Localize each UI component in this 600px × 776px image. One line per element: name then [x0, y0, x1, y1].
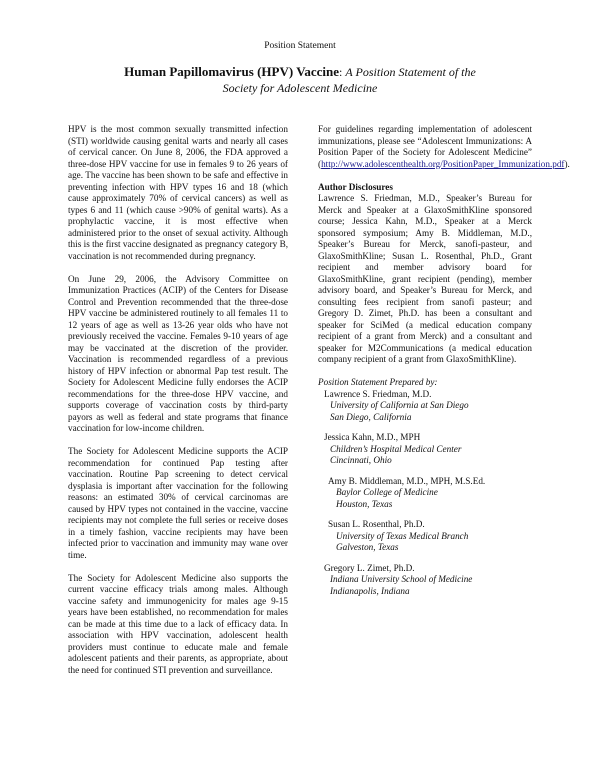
guidelines-text: For guidelines regarding implementation of adolescent immunizations, please see “Adolescent Immunizations: A Position Paper of the Society for Adolescent Medicine” ( [318, 124, 532, 169]
author-name: Gregory L. Zimet, Ph.D. [324, 562, 415, 573]
guidelines-end: ). [564, 158, 570, 169]
left-column [68, 124, 288, 688]
document-subtitle-part2: Society for Adolescent Medicine [222, 81, 378, 95]
disclosures-heading: Author Disclosures [318, 181, 393, 192]
paragraph-acip-recommendation: On June 29, 2006, the Advisory Committee on Immunization Practices (ACIP) of the Centers for Disease Control and Prevention recommended that the three-dose HPV vaccine be administered routinely to all females 11 to 12 years of age as well as 13-26 year olds who have not previously received the vaccine. Females 9-10 years of age may be vaccinated at the discretion of the provider. Vaccination is recommended regardless of a previous history of HPV infection or abnormal Pap test result. The Society for Adolescent Medicine fully endorses the ACIP recommendations for the three-dose HPV vaccine, and supports coverage of vaccination costs by third-party payors as well as federal and state programs that finance vaccination for low-income children. [68, 273, 288, 433]
title-block [40, 64, 560, 96]
paragraph-hpv-overview: HPV is the most common sexually transmitted infection (STI) worldwide causing genital warts and nearly all cases of cervical cancer. On June 8, 2006, the FDA approved a three-dose HPV vaccine for use in females 9 to 26 years of age. The vaccine has been shown to be safe and effective in preventing infection with HPV types 16 and 18 (which cause approximately 70% of cervical cancers) as well as types 6 and 11 (which cause >90% of genital warts). As a prophylactic vaccine, it is most effective when administered prior to the onset of sexual activity. Although this is the first vaccine designated as pregnancy category B, vaccination is not recommended during pregnancy. [68, 124, 288, 261]
author-entry [318, 476, 532, 511]
document-title: Human Papillomavirus (HPV) Vaccine [124, 64, 340, 79]
title-colon: : [339, 65, 343, 79]
author-name: Amy B. Middleman, M.D., MPH, M.S.Ed. [328, 475, 486, 486]
guidelines-paragraph [318, 124, 570, 170]
author-name: Jessica Kahn, M.D., MPH [324, 432, 421, 442]
author-entry [318, 432, 532, 467]
author-name: Lawrence S. Friedman, M.D. [324, 388, 432, 399]
author-institution: University of California at San Diego [330, 400, 469, 410]
author-location: Houston, Texas [336, 498, 393, 509]
disclosures-text: Lawrence S. Friedman, M.D., Speaker’s Bureau for Merck and Speaker at a GlaxoSmithKline sponsored course; Jessica Kahn, M.D., Speaker at a Merck sponsored symposium; Amy B. Middleman, M.D., Speaker’s Bureau for Merck, sanofi-pasteur, and GlaxoSmithKline; Susan L. Rosenthal, Ph.D., Grant recipient and member advisory board for GlaxoSmithKline, grant recipient (pending), member advisory board, and Speaker’s Bureau for Merck, and consulting fees recipient from sanofi pasteur; and Gregory D. Zimet, Ph.D. has been a consultant and speaker for SciMed (a medical education company recipient of a grant from Merck) and a consultant and speaker for M2Communications (a medical education company recipient of a grant from GlaxoSmithKline). [318, 193, 532, 364]
author-entry [318, 519, 532, 554]
paragraph-pap-testing: The Society for Adolescent Medicine supports the ACIP recommendation for continued Pap testing after vaccination. Routine Pap screening to detect cervical dysplasia is important after vaccination for the following reasons: an estimated 30% of cervical carcinomas are caused by HPV types not contained in the vaccine, vaccine recipients may not complete the full series or receive doses in a timely fashion, vaccine recipients may have been infected prior to vaccination and immunity may wane over time. [68, 446, 288, 560]
paragraph-male-trials: The Society for Adolescent Medicine also supports the current vaccine efficacy trials among males. Although vaccine safety and immunogenicity for males age 9-15 years have been established, no recommendation for males can be made at this time due to a lack of efficacy data. In association with HPV vaccination, adolescent health providers must continue to educate male and female adolescent patients and their parents, as appropriate, about the need for continued STI prevention and surveillance. [68, 572, 288, 675]
author-location: San Diego, California [330, 411, 412, 422]
author-location: Indianapolis, Indiana [330, 585, 410, 596]
document-subtitle-part1: A Position Statement of the [345, 65, 476, 79]
guidelines-link[interactable]: http://www.adolescenthealth.org/PositionPaper_Immunization.pdf [321, 158, 565, 169]
author-institution: University of Texas Medical Branch [336, 530, 469, 541]
author-entry [318, 389, 532, 424]
author-institution: Indiana University School of Medicine [330, 574, 473, 584]
right-column [318, 124, 570, 606]
author-institution: Children’s Hospital Medical Center [330, 443, 462, 454]
author-location: Galveston, Texas [336, 542, 399, 552]
running-header: Position Statement [264, 41, 336, 51]
author-entry [318, 563, 532, 598]
author-location: Cincinnati, Ohio [330, 455, 392, 465]
title-line-1 [40, 64, 560, 80]
prepared-by-heading: Position Statement Prepared by: [318, 377, 438, 387]
author-institution: Baylor College of Medicine [336, 487, 438, 497]
author-name: Susan L. Rosenthal, Ph.D. [328, 519, 425, 529]
